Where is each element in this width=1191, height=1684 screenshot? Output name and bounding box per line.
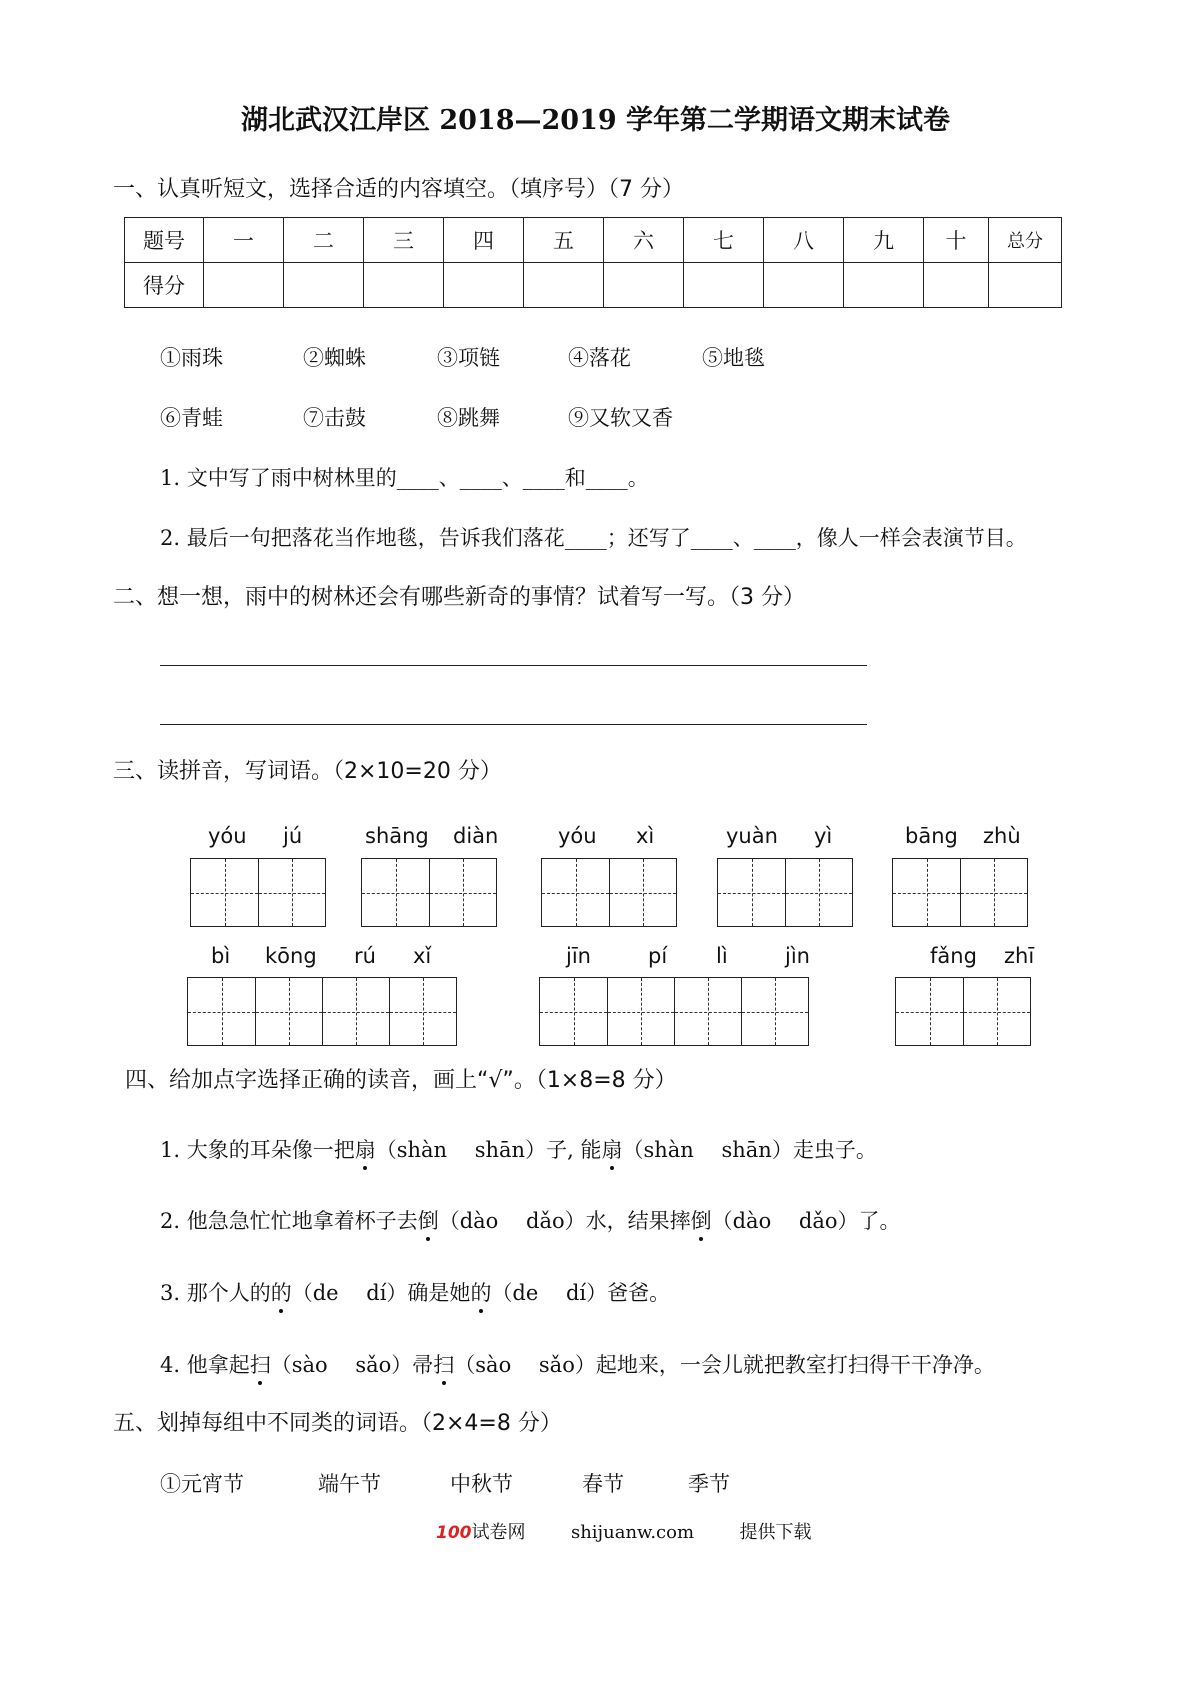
score-input-cell[interactable] (524, 263, 604, 308)
score-header-cell: 总分 (989, 218, 1062, 263)
question-1-1: 1. 文中写了雨中树林里的____、____、____和____。 (160, 466, 649, 490)
word-option[interactable]: ①元宵节 (160, 1472, 244, 1496)
pinyin-label: rú (354, 944, 376, 968)
reading-options[interactable]: （shàn shān）子, 能 (375, 1138, 602, 1162)
dotted-character: 扇 (601, 1134, 622, 1164)
dotted-character: 倒 (691, 1205, 712, 1235)
score-input-cell[interactable] (684, 263, 764, 308)
writing-grid[interactable] (541, 858, 677, 927)
writing-grid[interactable] (717, 858, 853, 927)
dotted-character: 扇 (355, 1134, 376, 1164)
pinyin-label: pí (648, 944, 668, 968)
option: ①雨珠 (160, 346, 223, 370)
answer-line[interactable] (160, 724, 867, 725)
word-option[interactable]: 季节 (688, 1472, 730, 1496)
pinyin-label: yuàn (726, 824, 778, 848)
score-header-cell: 三 (364, 218, 444, 263)
score-header-cell: 四 (444, 218, 524, 263)
word-option[interactable]: 中秋节 (450, 1472, 513, 1496)
pinyin-label: jīn (566, 944, 591, 968)
word-option[interactable]: 端午节 (318, 1472, 381, 1496)
score-header-cell: 九 (844, 218, 924, 263)
score-input-cell[interactable] (204, 263, 284, 308)
footer (436, 1518, 812, 1544)
site-url[interactable]: shijuanw.com (570, 1522, 695, 1543)
question-text: 3. 那个人的 (160, 1281, 271, 1305)
pinyin-label: bāng (905, 824, 958, 848)
reading-options[interactable]: （shàn shān）走虫子。 (622, 1138, 877, 1162)
option: ⑥青蛙 (160, 406, 223, 430)
score-header-cell: 五 (524, 218, 604, 263)
option: ④落花 (568, 346, 631, 370)
question-1-2: 2. 最后一句把落花当作地毯，告诉我们落花____；还写了____、____，像人一样会表演节目。 (160, 526, 1027, 550)
pinyin-label: yóu (558, 824, 597, 848)
answer-line[interactable] (160, 665, 867, 666)
score-header-cell: 十 (924, 218, 989, 263)
score-input-cell[interactable] (364, 263, 444, 308)
section-3-heading: 三、读拼音，写词语。（2×10=20 分） (113, 759, 502, 784)
writing-grid[interactable] (190, 858, 326, 927)
question-4-4 (160, 1349, 995, 1379)
reading-options[interactable]: （sào sǎo）帚 (270, 1353, 434, 1377)
pinyin-label: zhī (1004, 944, 1035, 968)
section-5-heading: 五、划掉每组中不同类的词语。（2×4=8 分） (113, 1411, 562, 1436)
score-input-cell[interactable] (844, 263, 924, 308)
dotted-character: 的 (470, 1277, 491, 1307)
score-header-cell: 七 (684, 218, 764, 263)
option: ③项链 (437, 346, 500, 370)
pinyin-label: kōng (265, 944, 317, 968)
option: ⑨又软又香 (568, 406, 673, 430)
dotted-character: 倒 (418, 1205, 439, 1235)
score-header-cell: 二 (284, 218, 364, 263)
dotted-character: 扫 (433, 1349, 454, 1379)
site-logo: 100 (436, 1523, 472, 1543)
option: ⑤地毯 (702, 346, 765, 370)
reading-options[interactable]: （sào sǎo）起地来，一会儿就把教室打扫得干干净净。 (454, 1353, 995, 1377)
writing-grid[interactable] (187, 977, 457, 1046)
reading-options[interactable]: （de dí）确是她 (291, 1281, 471, 1305)
pinyin-label: yóu (208, 824, 247, 848)
pinyin-label: yì (814, 824, 833, 848)
pinyin-label: diàn (453, 824, 499, 848)
score-header-row (125, 218, 1062, 263)
dotted-character: 扫 (250, 1349, 271, 1379)
score-input-cell[interactable] (989, 263, 1062, 308)
score-header-cell: 六 (604, 218, 684, 263)
score-input-cell[interactable] (444, 263, 524, 308)
score-header-cell: 题号 (125, 218, 204, 263)
pinyin-label: jú (283, 824, 303, 848)
reading-options[interactable]: （de dí）爸爸。 (491, 1281, 671, 1305)
option: ⑦击鼓 (303, 406, 366, 430)
pinyin-label: bì (211, 944, 231, 968)
writing-grid[interactable] (895, 977, 1031, 1046)
score-input-cell[interactable] (924, 263, 989, 308)
option: ②蜘蛛 (303, 346, 366, 370)
score-header-cell: 一 (204, 218, 284, 263)
score-table (124, 217, 1062, 308)
section-1-heading: 一、认真听短文，选择合适的内容填空。（填序号）（7 分） (113, 177, 684, 202)
score-input-cell[interactable] (764, 263, 844, 308)
section-2-heading: 二、想一想，雨中的树林还会有哪些新奇的事情？试着写一写。（3 分） (113, 585, 805, 610)
reading-options[interactable]: （dào dǎo）了。 (711, 1209, 901, 1233)
score-input-cell[interactable] (604, 263, 684, 308)
pinyin-label: xǐ (413, 944, 432, 968)
page-title: 湖北武汉江岸区 2018—2019 学年第二学期语文期末试卷 (240, 105, 951, 136)
score-header-cell: 八 (764, 218, 844, 263)
score-input-cell[interactable] (284, 263, 364, 308)
section-4-heading: 四、给加点字选择正确的读音，画上“√”。（1×8=8 分） (125, 1068, 677, 1093)
question-4-2 (160, 1205, 901, 1235)
option: ⑧跳舞 (437, 406, 500, 430)
pinyin-label: xì (636, 824, 655, 848)
pinyin-label: lì (716, 944, 728, 968)
word-option[interactable]: 春节 (582, 1472, 624, 1496)
score-row-label: 得分 (125, 263, 204, 308)
pinyin-label: fǎng (930, 944, 977, 968)
question-text: 4. 他拿起 (160, 1353, 250, 1377)
score-value-row (125, 263, 1062, 308)
pinyin-label: zhù (983, 824, 1021, 848)
site-name: 试卷网 (471, 1522, 526, 1543)
dotted-character: 的 (271, 1277, 292, 1307)
reading-options[interactable]: （dào dǎo）水，结果摔 (438, 1209, 691, 1233)
question-text: 1. 大象的耳朵像一把 (160, 1138, 355, 1162)
question-text: 2. 他急急忙忙地拿着杯子去 (160, 1209, 418, 1233)
writing-grid[interactable] (892, 858, 1028, 927)
pinyin-label: shāng (365, 824, 429, 848)
download-note: 提供下载 (739, 1522, 812, 1543)
question-4-1 (160, 1134, 877, 1164)
writing-grid[interactable] (539, 977, 809, 1046)
writing-grid[interactable] (361, 858, 497, 927)
question-4-3 (160, 1277, 670, 1307)
pinyin-label: jìn (785, 944, 810, 968)
